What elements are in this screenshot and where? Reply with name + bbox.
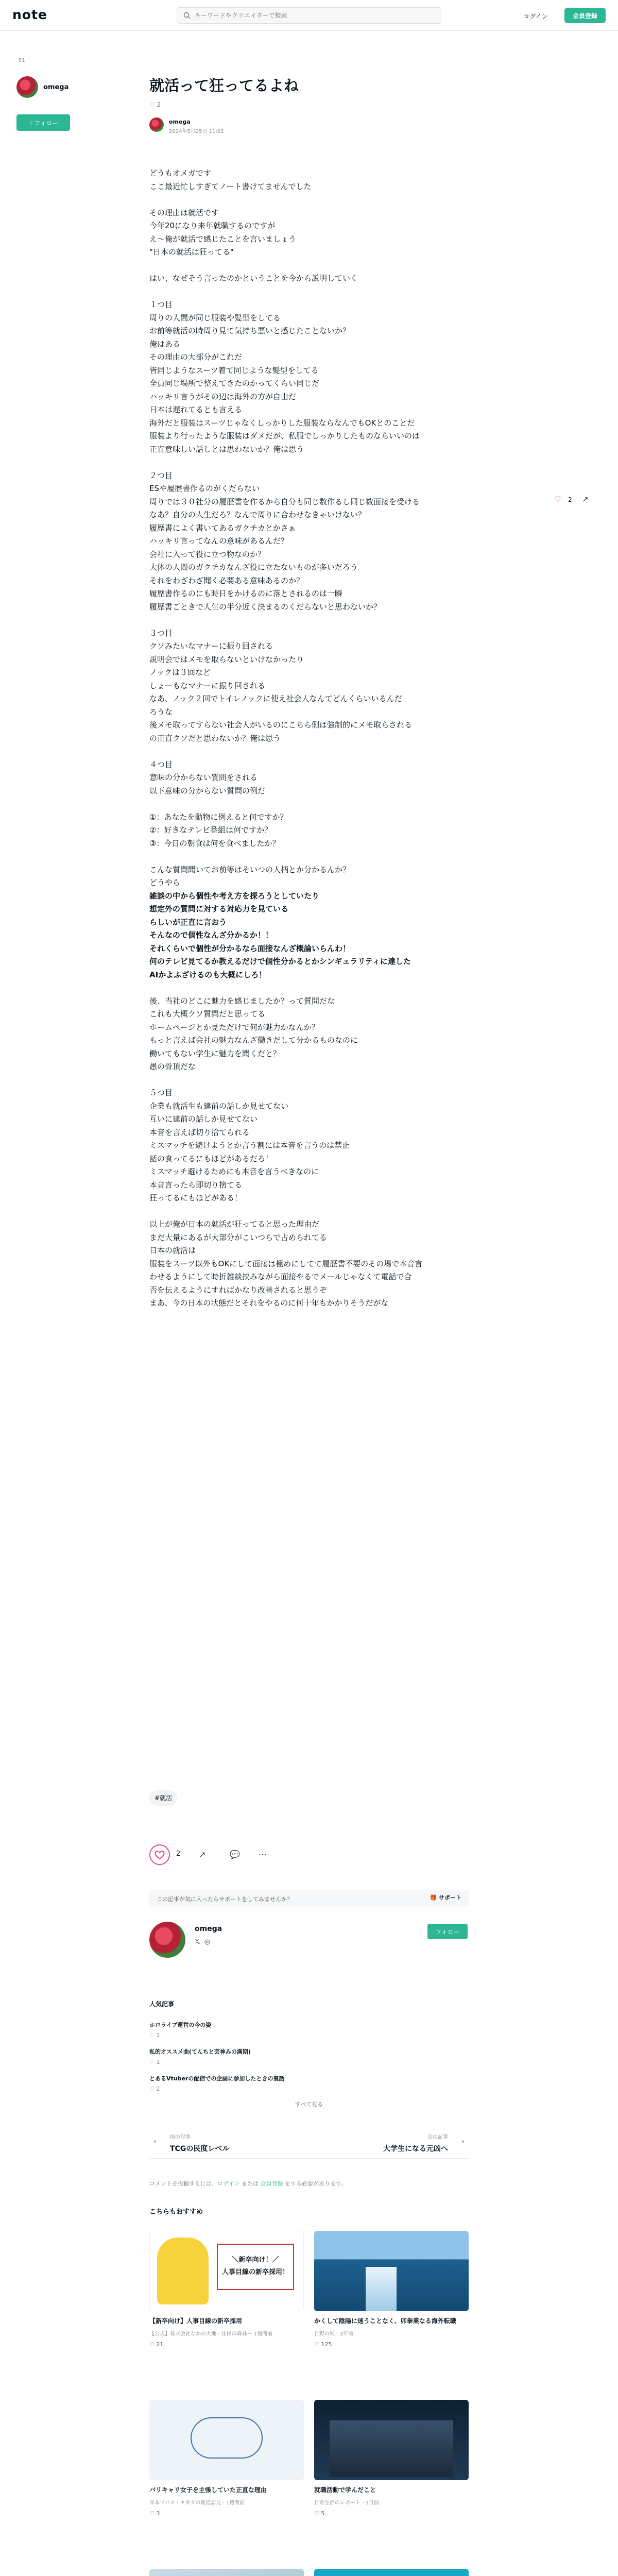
body-line: [149, 614, 469, 627]
creator-card-follow-button[interactable]: フォロー: [427, 1924, 468, 1939]
plus-icon: ＋: [28, 119, 35, 127]
body-line: 大体の人間のガクチカなんざ役に立たないものが多いだろう: [149, 563, 358, 572]
body-line: 後、当社のどこに魅力を感じましたか？って質問だな: [149, 996, 335, 1006]
body-line: AIかよふざけるのも大概にしろ！: [149, 970, 267, 979]
article-actions: [149, 1844, 469, 1865]
site-header: [0, 0, 618, 31]
recommended-card[interactable]: 就職活動で学んだこと 日常生活のレポート · 3日前 ♡ 5: [314, 2400, 469, 2517]
body-line: 履歴書作るのにも時日をかけるのに落とされるのは一瞬: [149, 589, 343, 598]
hashtag[interactable]: #就活: [149, 1790, 177, 1806]
banner-text: ＼新卒向け！／ 人事目線の新卒採用！: [217, 2244, 294, 2290]
body-line: 今年20になり来年就職するのですが: [149, 221, 276, 230]
floating-heart-icon[interactable]: ♡: [554, 495, 561, 504]
body-line: 企業も就活生も建前の話しか見せてない: [149, 1101, 289, 1111]
body-line: ミスマッチを避けようとか言う割には本音を言うのは禁止: [149, 1141, 350, 1150]
body-line: [149, 850, 469, 863]
comment-icon[interactable]: 💬: [230, 1850, 240, 1859]
body-line: １つ目: [149, 300, 173, 309]
body-line: その理由は就活です: [149, 208, 219, 217]
like-count-top: ♡ 2: [149, 101, 161, 108]
body-line: らしいが正直に言おう: [149, 917, 227, 927]
body-line: 日本は遅れてるとも言える: [149, 405, 243, 414]
list-item[interactable]: 私的オススメ曲(てんちと芸神みの満期) ♡ 1: [149, 2048, 251, 2065]
body-line: え〜俺が就活で感じたことを言いましょう: [149, 234, 297, 244]
avatar[interactable]: [16, 76, 38, 98]
heart-outline-icon: ♡: [149, 101, 155, 108]
body-line: 本音を言えば切り捨てられる: [149, 1127, 250, 1137]
body-line: 愚の骨頂だな: [149, 1062, 196, 1071]
body-line: の正直クソだと思わないか？俺は思う: [149, 733, 281, 743]
body-line: わせるようにして時折雑談挟みながら面接やるでメールじゃなくて電話で合: [149, 1272, 412, 1281]
body-line: ハッキリ言ってなんの意味があるんだ？: [149, 536, 289, 546]
like-button[interactable]: [149, 1844, 170, 1865]
creator-name[interactable]: omega: [43, 83, 69, 91]
card-thumbnail: [149, 2569, 304, 2576]
body-line: 働いてもない学生に魅力を聞くだと？: [149, 1048, 281, 1058]
body-line: ミスマッチ避けるためにも本音を言うべきなのに: [149, 1167, 319, 1176]
support-icon: 🎁: [430, 1894, 437, 1901]
body-line: 日本の就活は: [149, 1246, 196, 1255]
body-line: しょーもなマナーに振り回される: [149, 681, 266, 690]
heart-icon: [150, 1845, 169, 1864]
body-line: [149, 798, 469, 811]
search-box[interactable]: [177, 7, 441, 24]
body-line: これも大概クソ質問だと思ってる: [149, 1009, 266, 1019]
body-line: 互いに建前の話しか見せてない: [149, 1114, 258, 1124]
character-illustration: [157, 2238, 209, 2304]
floating-share-icon[interactable]: ↗: [582, 495, 589, 504]
body-line: 意味の分からない質問をされる: [149, 773, 258, 782]
body-line: 何のテレビ見てるか教えるだけで個性分かるとかシンギュラリティに達した: [149, 957, 411, 966]
rss-icon[interactable]: ◎: [204, 1938, 211, 1946]
body-line: 全員同じ場所で整えてきたのかってくらい同じだ: [149, 379, 320, 388]
next-article-link[interactable]: 次の記事 大学生になる元凶へ: [383, 2134, 448, 2153]
body-line: それくらいで個性が分かるなら面接なんざ概論いらんわ！: [149, 943, 351, 953]
body-line: はい、なぜそう言ったのかということを今から説明していく: [149, 274, 358, 283]
recommended-heading: こちらもおすすめ: [149, 2208, 203, 2216]
login-button[interactable]: ログイン: [513, 9, 558, 23]
body-line: 履歴書によく書いてあるガクチカとかさぁ: [149, 523, 296, 533]
creator-card-avatar[interactable]: [149, 1922, 185, 1958]
share-icon[interactable]: ↗: [199, 1850, 206, 1859]
body-line: 服装をスーツ以外もOKにして面接は極めにしてて履歴書不要のその場で本音言: [149, 1259, 423, 1268]
body-line: クソみたいなマナーに振り回される: [149, 641, 273, 651]
page-title: 就活って狂ってるよね: [149, 77, 299, 94]
author-avatar[interactable]: [149, 117, 164, 132]
search-icon: [183, 12, 191, 19]
body-line: ②：好きなテレビ番組は何ですか？: [149, 825, 272, 835]
comment-signup-link[interactable]: 会員登録: [260, 2180, 283, 2187]
body-line: 狂ってるにもほどがある！: [149, 1193, 243, 1202]
body-line: 否を伝えるようにすればかなり改善されると思うぞ: [149, 1285, 328, 1295]
more-icon[interactable]: ⋯: [259, 1850, 267, 1859]
body-line: ここ最近忙しすぎてノート書けてませんでした: [149, 181, 312, 191]
creator-card: [149, 1922, 469, 1973]
body-line: ４つ目: [149, 759, 173, 769]
body-line: 会社に入って役に立つ物なのか？: [149, 549, 266, 559]
body-line: そんなので個性なんざ分かるか！！: [149, 930, 273, 940]
search-input[interactable]: [195, 10, 432, 21]
body-line: [149, 1205, 469, 1218]
card-thumbnail: [314, 2231, 469, 2311]
body-line: その理由の大部分がこれだ: [149, 352, 243, 362]
body-line: [149, 1074, 469, 1087]
creator-card-name[interactable]: omega: [195, 1925, 222, 1933]
body-line: どうやら: [149, 878, 181, 887]
body-line: [149, 745, 469, 758]
comment-login-link[interactable]: ログイン: [217, 2180, 240, 2187]
body-line: [149, 981, 469, 995]
publish-date: 2024年5月25日 11:02: [169, 129, 224, 134]
body-line: もっと言えば会社の魅力なんざ働きだして分かるものなのに: [149, 1036, 358, 1045]
body-line: 本音言ったら即切り捨てる: [149, 1180, 243, 1190]
see-all-link[interactable]: すべて見る: [295, 2101, 323, 2108]
chevron-left-icon[interactable]: ‹: [153, 2138, 157, 2146]
body-line: 正直意味しい話しとは思わないか？俺は思う: [149, 444, 304, 454]
body-line: 周りの人間が同じ服装や髪型をしてる: [149, 313, 281, 323]
prev-article-link[interactable]: 前の記事 TCGの民度レベル: [170, 2134, 230, 2153]
prev-next-nav: [149, 2126, 469, 2159]
recommended-card[interactable]: バリキャリ女子を主張していた正直な理由 岸本ツバメ · キカクの報道語見 · 1週間前 ♡ 3: [149, 2400, 304, 2517]
recommended-card[interactable]: [149, 2569, 304, 2576]
body-line: ハッキリ言うがその辺は海外の方が自由だ: [149, 392, 297, 401]
recommended-card[interactable]: かくして陰陽に迷うことなく、卯拳業なる海外転職 日野の私 · 3年前 ♡ 125: [314, 2231, 469, 2348]
body-line: "日本の就活は狂ってる": [149, 247, 234, 257]
body-line: 想定外の質問に対する対応力を見ている: [149, 904, 289, 913]
list-item[interactable]: とあるVtuberの配信での企画に参加したときの裏話 ♡ 2: [149, 2075, 285, 2092]
body-line: それをわざわざ聞く必要ある意味あるのか？: [149, 575, 304, 585]
recommended-card[interactable]: ＼新卒向け！／ 人事目線の新卒採用！ 【新卒向け】人事目線の新卒採用 【公式】株式会社なかの大地 · 住民の森林ー 1週間前 ♡ 21: [149, 2231, 304, 2348]
body-line: 説明会ではメモを取らないといけなかったり: [149, 654, 304, 664]
support-text: この記事が気に入ったらサポートをしてみませんか？: [157, 1896, 293, 1903]
follow-button[interactable]: ＋フォロー: [16, 114, 70, 131]
body-line: [149, 456, 469, 469]
body-line: ３つ目: [149, 628, 173, 638]
article-body: [149, 167, 469, 1310]
body-line: 後メモ取ってすらない社会人がいるのにこちら側は強制的にメモ取らされる: [149, 720, 413, 730]
card-thumbnail: [314, 2400, 469, 2480]
body-line: 以下意味の分からない質問の例だ: [149, 786, 266, 795]
popular-articles: [149, 1999, 469, 2101]
card-thumbnail: [314, 2569, 469, 2576]
body-line: ろうな: [149, 707, 173, 717]
list-item[interactable]: ホロライブ運営の今の姿 ♡ 1: [149, 2022, 212, 2039]
recommended-card[interactable]: [314, 2569, 469, 2576]
social-links: [195, 1938, 210, 1946]
body-line: ５つ目: [149, 1088, 173, 1097]
signup-button[interactable]: 会員登録: [564, 8, 606, 23]
body-line: まだ大量にあるが大部分がこいつらで占められてる: [149, 1232, 327, 1242]
card-thumbnail: [149, 2231, 304, 2311]
body-line: ESや履歴書作るのがくだらない: [149, 484, 260, 493]
like-count: 2: [176, 1850, 181, 1858]
body-line: 皆同じようなスーツ着て同じような髪型をしてる: [149, 365, 319, 375]
popular-heading: 人気記事: [149, 2001, 175, 2008]
support-button[interactable]: 🎁 サポート: [430, 1894, 461, 1901]
floating-like-count: 2: [568, 496, 572, 503]
author-name[interactable]: omega: [169, 118, 191, 125]
chevron-right-icon[interactable]: ›: [461, 2138, 465, 2146]
body-line: なあ？自分の人生だろ？なんで周りに合わせなきゃいけない？: [149, 510, 366, 519]
comment-login-note: コメントを投稿するには、ログイン または 会員登録 をする必要があります。: [149, 2180, 347, 2187]
body-line: [149, 193, 469, 207]
body-line: 以上が俺が日本の就活が狂ってると思った理由だ: [149, 1219, 320, 1229]
body-line: 周りでは３０社分の履歴書を作るから自分も同じ数作るし同じ数面接を受ける: [149, 497, 420, 506]
body-line: ノックは３回など: [149, 668, 211, 677]
body-line: 俺はある: [149, 339, 181, 349]
small-label: 51: [19, 58, 25, 63]
card-thumbnail: [149, 2400, 304, 2480]
body-line: 服装より行ったような服装はダメだが、私服でしっかりしたものならいいのは: [149, 431, 420, 440]
body-line: [149, 285, 469, 299]
body-line: 話の食ってるにもほどがあるだろ！: [149, 1154, 273, 1163]
body-line: なあ、ノック２回でトイレノックに使え社会人なんてどんくらいいるんだ: [149, 694, 402, 703]
body-line: ①：あなたを動物に例えると何ですか？: [149, 812, 288, 822]
body-line: ③：今日の朝食は何を食べましたか？: [149, 838, 280, 848]
body-line: お前等就活の時周り見て気持ち悪いと感じたことないか？: [149, 326, 351, 335]
body-line: 海外だと服装はスーツじゃなくしっかりした服装ならなんでもOKとのことだ: [149, 418, 415, 428]
note-logo[interactable]: note: [12, 7, 47, 22]
support-box: [149, 1890, 469, 1907]
body-line: ２つ目: [149, 470, 173, 480]
body-line: まあ、今の日本の状態だとそれをやるのに何十年もかかりそうだがな: [149, 1298, 389, 1308]
body-line: こんな質問聞いてお前等はそいつの人柄とか分かるんか？: [149, 865, 351, 874]
body-line: 履歴書ごときで人生の半分近く決まるのくだらないと思わないか？: [149, 602, 382, 612]
body-line: [149, 259, 469, 273]
body-line: ホームページとか見ただけで何が魅力かなんか？: [149, 1022, 319, 1032]
body-line: 雑談の中から個性や考え方を探ろうとしていたり: [149, 891, 320, 901]
body-line: どうもオメガです: [149, 168, 211, 178]
x-icon[interactable]: 𝕏: [195, 1938, 200, 1946]
